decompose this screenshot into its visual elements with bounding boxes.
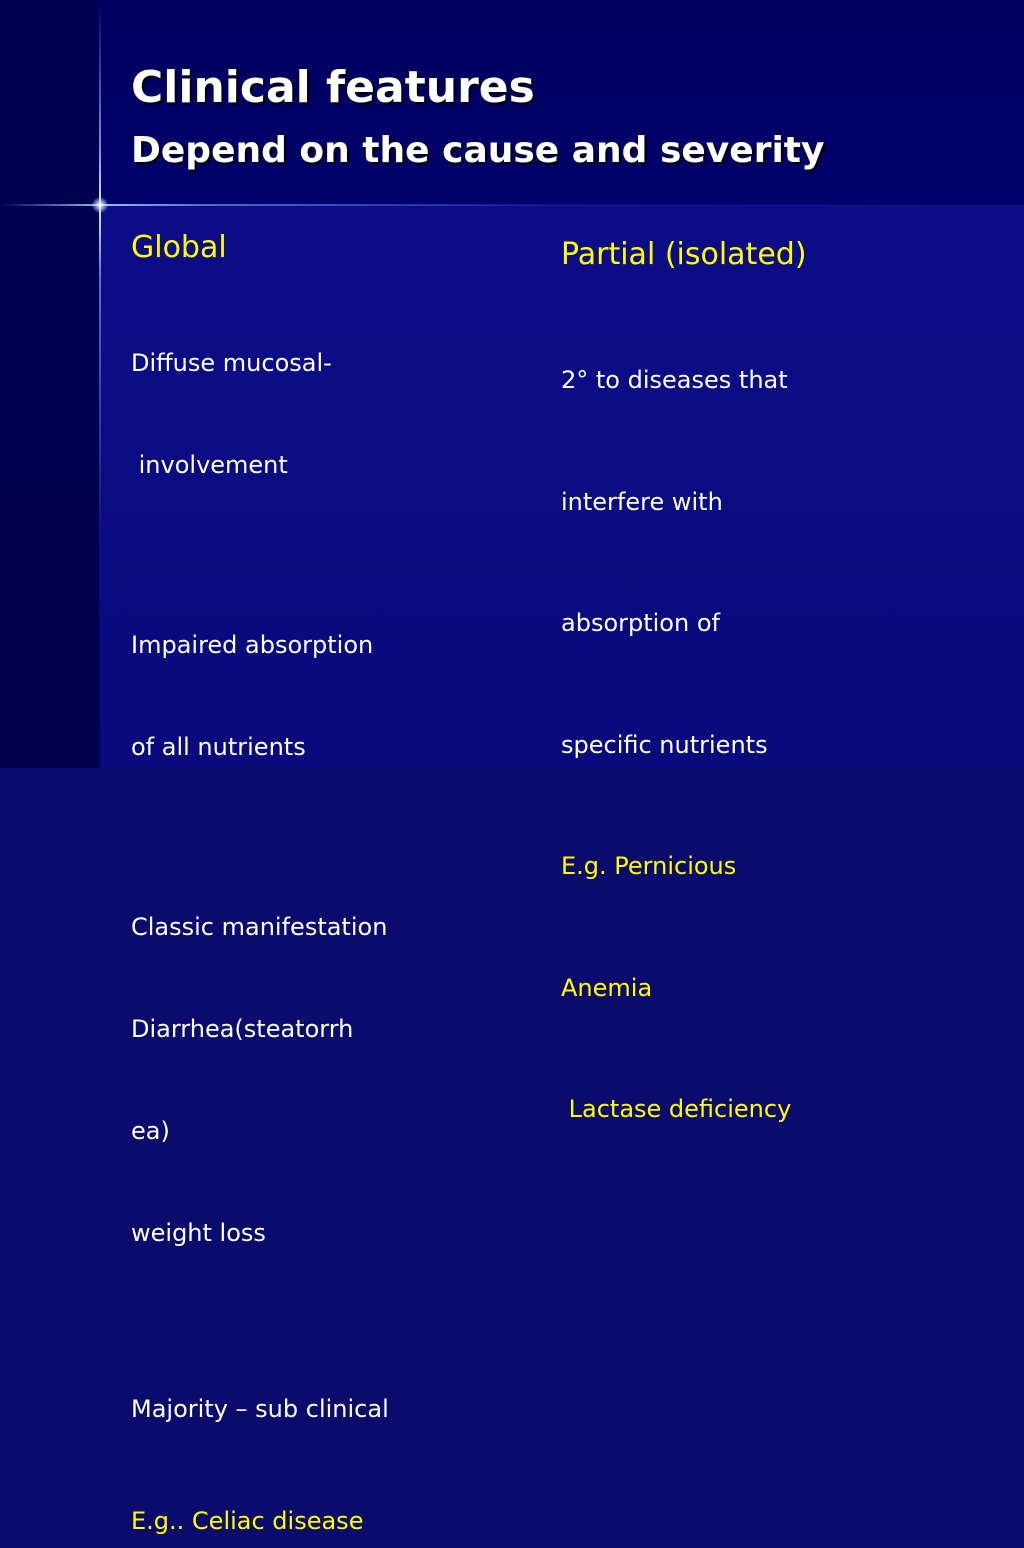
left-column bbox=[131, 226, 491, 1548]
right-column bbox=[561, 233, 961, 1211]
right-body-line: absorption of bbox=[561, 609, 720, 637]
list-item-line: involvement bbox=[131, 451, 288, 479]
list-item bbox=[131, 1324, 491, 1494]
list-item bbox=[131, 560, 491, 832]
slide-subtitle: Depend on the cause and severity bbox=[131, 130, 825, 171]
list-item-line: Classic manifestation bbox=[131, 913, 388, 941]
vertical-glow-line bbox=[99, 0, 101, 768]
list-item-line: Impaired absorption bbox=[131, 631, 374, 659]
background-left-panel bbox=[0, 0, 100, 768]
sparkle-icon bbox=[92, 197, 108, 213]
list-item-line: Diffuse mucosal- bbox=[131, 349, 332, 377]
list-item bbox=[131, 842, 491, 1318]
list-item-line: of all nutrients bbox=[131, 733, 306, 761]
list-item-line: weight loss bbox=[131, 1219, 266, 1247]
list-item-line: ea) bbox=[131, 1117, 170, 1145]
right-body-line: interfere with bbox=[561, 487, 723, 516]
list-item-line: Majority – sub clinical bbox=[131, 1395, 389, 1423]
left-example: E.g.. Celiac disease bbox=[131, 1507, 364, 1535]
right-example-line: Lactase deficiency bbox=[561, 1095, 792, 1123]
left-column-heading: Global bbox=[131, 230, 227, 265]
right-example-line: E.g. Pernicious bbox=[561, 852, 737, 880]
right-example-line: Anemia bbox=[561, 973, 653, 1002]
slide-title: Clinical features bbox=[131, 62, 535, 113]
right-body-line: specific nutrients bbox=[561, 730, 768, 759]
horizontal-glow-line bbox=[0, 204, 1024, 206]
right-body-line: 2° to diseases that bbox=[561, 366, 788, 394]
list-item bbox=[131, 278, 491, 550]
right-body bbox=[561, 279, 961, 1211]
right-column-heading: Partial (isolated) bbox=[561, 237, 807, 272]
list-item-line: Diarrhea(steatorrh bbox=[131, 1015, 354, 1043]
